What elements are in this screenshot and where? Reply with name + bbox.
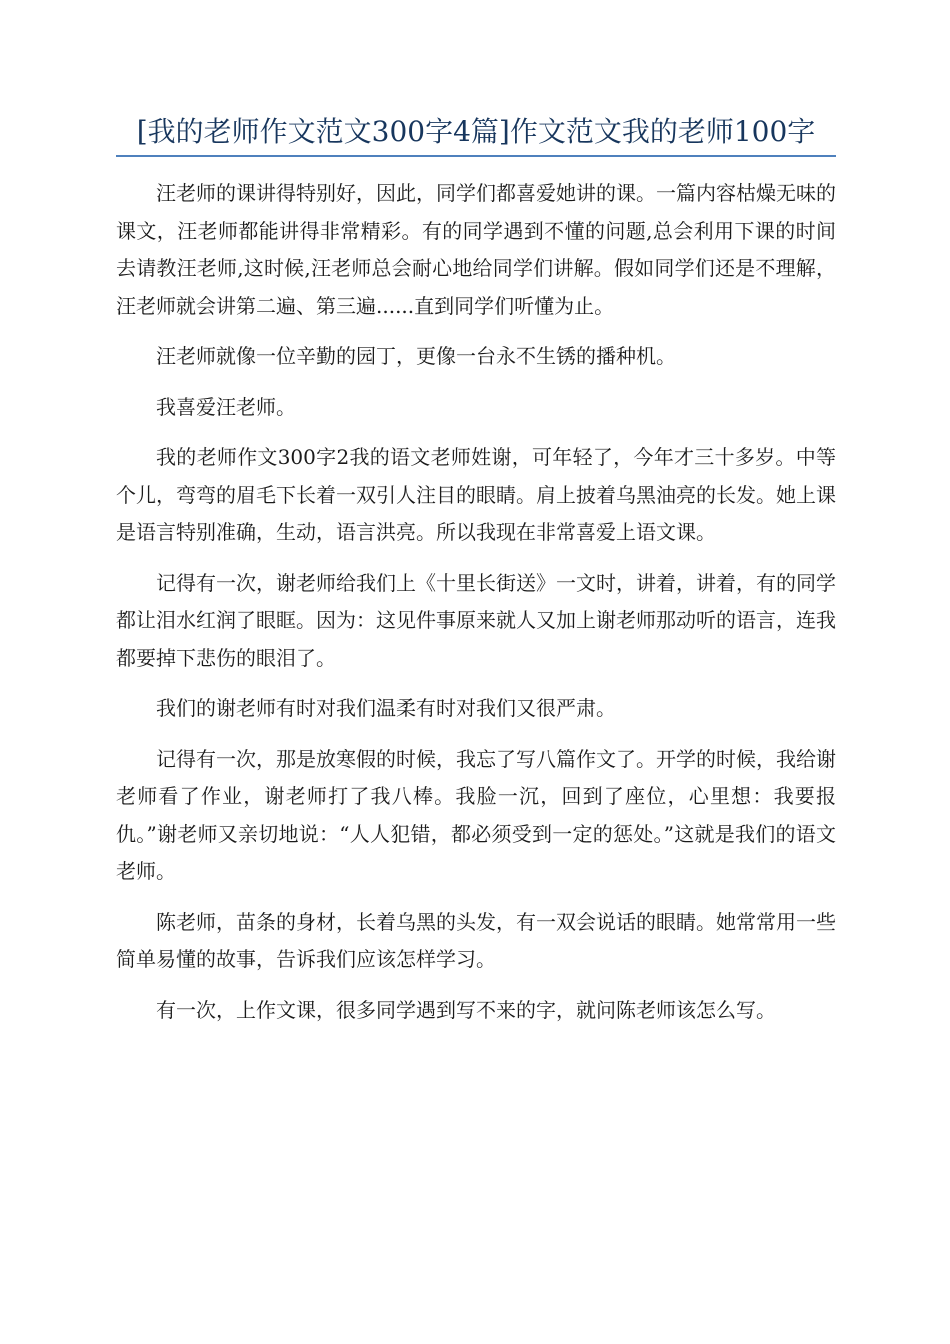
paragraph: 汪老师的课讲得特别好，因此，同学们都喜爱她讲的课。一篇内容枯燥无味的课文，汪老师都能讲得非常精彩。有的同学遇到不懂的问题,总会利用下课的时间去请教汪老师,这时候,汪老师总会耐心地给同学们讲解。假如同学们还是不理解，汪老师就会讲第二遍、第三遍......直到同学们听懂为止。 (116, 181, 836, 318)
paragraph: 记得有一次，谢老师给我们上《十里长街送》一文时，讲着，讲着，有的同学都让泪水红润了眼眶。因为：这见件事原来就人又加上谢老师那动听的语言，连我都要掉下悲伤的眼泪了。 (116, 570, 836, 670)
title-divider (116, 155, 836, 157)
paragraph: 陈老师，苗条的身材，长着乌黑的头发，有一双会说话的眼睛。她常常用一些简单易懂的故事，告诉我们应该怎样学习。 (116, 909, 836, 971)
paragraph: 我们的谢老师有时对我们温柔有时对我们又很严肃。 (156, 696, 616, 720)
document-title: [我的老师作文范文300字4篇]作文范文我的老师100字 (136, 115, 816, 148)
paragraph: 有一次，上作文课，很多同学遇到写不来的字，就问陈老师该怎么写。 (156, 997, 776, 1022)
paragraph: 我的老师作文300字2我的语文老师姓谢，可年轻了，今年才三十多岁。中等个儿，弯弯的眉毛下长着一双引人注目的眼睛。肩上披着乌黑油亮的长发。她上课是语言特别准确，生动，语言洪亮。所以我现在非常喜爱上语文课。 (116, 445, 836, 544)
paragraph: 记得有一次，那是放寒假的时候，我忘了写八篇作文了。开学的时候，我给谢老师看了作业，谢老师打了我八棒。我脸一沉，回到了座位，心里想：我要报仇。”谢老师又亲切地说：“人人犯错，都必须受到一定的惩处。”这就是我们的语文老师。 (116, 746, 836, 883)
paragraph: 我喜爱汪老师。 (156, 394, 296, 419)
paragraph: 汪老师就像一位辛勤的园丁，更像一台永不生锈的播种机。 (156, 344, 676, 368)
document-page (116, 112, 836, 1042)
